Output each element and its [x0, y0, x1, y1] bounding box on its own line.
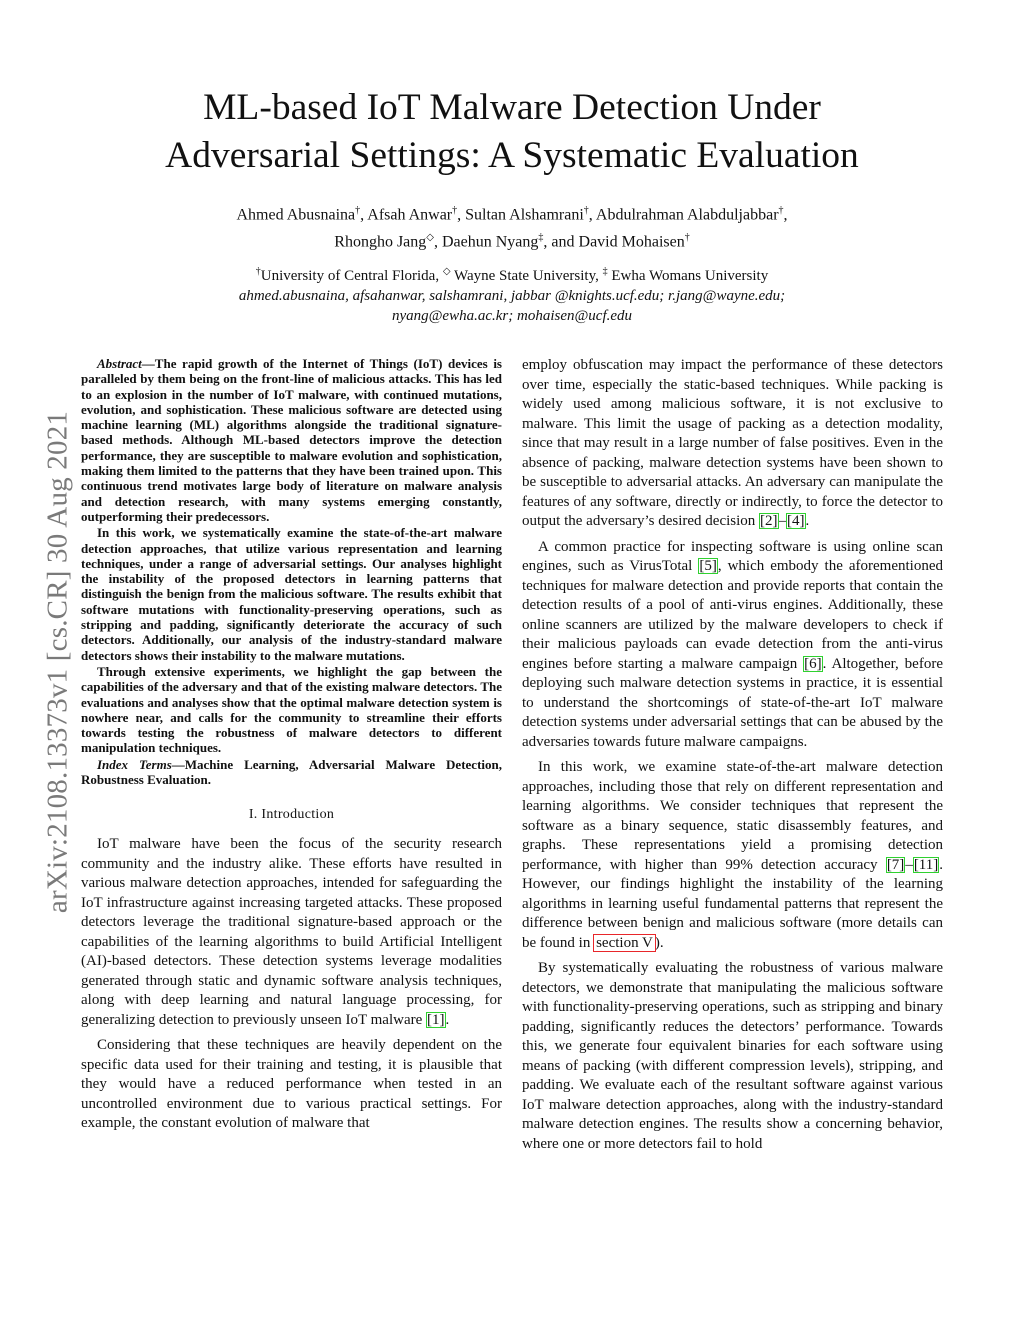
section-v-link[interactable]: section V [596, 934, 653, 951]
affiliation-mark: † [684, 232, 690, 244]
author-name: , and David Mohaisen [543, 233, 685, 251]
arxiv-identifier: arXiv:2108.13373v1 [cs.CR] 30 Aug 2021 [41, 410, 74, 914]
right-column [522, 356, 943, 1160]
author-list [80, 199, 944, 254]
affiliations [80, 262, 944, 326]
abstract-text: —The rapid growth of the Internet of Things (IoT) devices is paralleled by them being on the front-line of malicious attacks. This has led to an explosion in the number of IoT malware, with continued mutations, evolution, and sophistication. These malicious software are detected using machine learning (ML) algorithms alongside the traditional signature-based methods. Although ML-based detectors improve the detection performance, they are susceptible to malware evolution and sophistication, making them limited to the patterns that they have been trained upon. This continuous trend motivates large body of literature on malware analysis and detection research, with many systems emerging constantly, outperforming their predecessors. [81, 356, 502, 524]
left-column [81, 356, 502, 1140]
body-paragraph-continued: employ obfuscation may impact the performance of these detectors over time, especially the static-based techniques. While packing is widely used among malicious software, it is not exclusive to malware. This limit the usage of packing as a detection modality, since that may result in a large number of false positives. Even in the absence of packing, malware detection systems have been shown to be susceptible to adversarial attacks. An adversary can manipulate the features of any software, directly or indirectly, to force the detector to output the adversary’s desired decision [2]–[4]. [522, 357, 943, 529]
intro-paragraph-2: Considering that these techniques are heavily dependent on the specific data used for their training and testing, it is plausible that they would have a reduced performance when tested in an uncontrolled environment due to various practical settings. For example, the constant evolution of malware that [81, 1037, 502, 1132]
email-line-2: nyang@ewha.ac.kr; mohaisen@ucf.edu [391, 308, 633, 324]
author-line-2 [80, 226, 944, 253]
paper-title [80, 84, 944, 180]
citation-link-5[interactable]: [5] [699, 558, 717, 574]
affiliation-mark: † [355, 205, 361, 216]
citation-link-6[interactable]: [6] [804, 655, 822, 672]
affiliation-mark: † [778, 205, 784, 216]
abstract [81, 356, 502, 787]
index-terms [81, 757, 502, 788]
abstract-label: Abstract [97, 356, 142, 371]
affiliation-ewha: Ewha Womans University [607, 268, 769, 284]
citation-link-2[interactable]: [2] [760, 513, 778, 529]
affiliation-mark: ‡ [538, 232, 544, 244]
affiliation-mark: † [583, 205, 589, 216]
abstract-paragraph-3: Through extensive experiments, we highlight the gap between the capabilities of the adversary and that of the existing malware detectors. The evaluations and analyses show that the optimal malware detection system is nowhere near, and calls for the community to streamline their efforts towards testing the robustness of malware detectors to different manipulation techniques. [81, 663, 502, 756]
introduction-text [81, 835, 502, 1134]
author-name: Ahmed Abusnaina [236, 206, 356, 224]
body-paragraph-evaluating: By systematically evaluating the robustness of various malware detectors, we demonstrate that manipulating the malicious software with functionality-preserving operations, such as stripping and binary padding, significantly reduces the detectors’ performance. Towards this, we generate four equivalent binaries for each software using means of packing (with different compression levels), stripping, and padding. We evaluate each of the resultant software against various IoT malware detection approaches, along with the industry-standard malware detection engines. The results show a concerning behavior, where one or more detectors fail to hold [522, 960, 943, 1152]
affiliation-mark: † [255, 266, 261, 277]
affiliation-ucf: University of Central Florida, [260, 268, 443, 284]
author-name: , Daehun Nyang [433, 233, 539, 251]
author-name: Rhongho Jang [334, 233, 427, 251]
affiliation-mark: ‡ [602, 266, 608, 277]
title-line-2: Adversarial Settings: A Systematic Evaluation [165, 135, 859, 176]
citation-link-7[interactable]: [7] [886, 856, 905, 873]
body-paragraph-this-work: In this work, we examine state-of-the-art malware detection approaches, including those that rely on different representation and learning algorithms. We consider techniques that represent the software as a binary sequence, static disassembly features, and graphs. These representations yield a promising detection performance, with higher than 99% detection accuracy [7]–[11]. However, our findings highlight the instability of the learning algorithms in learning useful fundamental patterns that represent the difference between benign and malicious software (more details can be found in section V ). [522, 759, 943, 951]
index-terms-label: Index Terms [97, 756, 172, 772]
author-name: , Sultan Alshamrani [457, 206, 584, 224]
email-line-1: ahmed.abusnaina, afsahanwar, salshamrani, jabbar @knights.ucf.edu; r.jang@wayne.edu; [238, 288, 786, 304]
author-name: , Afsah Anwar [360, 206, 453, 224]
affiliation-line [80, 262, 944, 286]
affiliation-wayne: Wayne State University, [450, 268, 603, 284]
citation-link-11[interactable]: [11] [913, 856, 939, 873]
affiliation-mark: ◇ [442, 266, 451, 277]
author-line-1: Ahmed Abusnaina†, Afsah Anwar†, Sultan Alshamrani†, Abdulrahman Alabduljabbar†, [236, 205, 788, 224]
affiliation-mark: ◇ [426, 232, 434, 244]
title-line-1: ML-based IoT Malware Detection Under [203, 87, 821, 128]
intro-paragraph-1: IoT malware have been the focus of the security research community and the industry alike. These efforts have resulted in various malware detection approaches, intended for safeguarding the IoT infrastructure against increasing targeted attacks. These proposed detectors leverage the traditional signature-based approach or the capabilities of the learning algorithms to build Artificial Intelligent (AI)-based detectors. These detection systems leverage modalities generated through static and dynamic software analysis techniques, along with deep learning and natural language processing, for generalizing detection to previously unseen IoT malware [1]. [81, 836, 502, 1028]
affiliation-mark: † [452, 205, 458, 216]
citation-link-1[interactable]: [1] [427, 1011, 445, 1028]
abstract-paragraph-2: In this work, we systematically examine the state-of-the-art malware detection approaches, that utilize various representation and learning techniques, under a range of adversarial settings. Our analyses highlight the instability of the proposed detectors in learning patterns that distinguish the benign from the malicious software. The results exhibit that software mutations with functionality-preserving operations, such as stripping and padding, significantly deteriorate the accuracy of such detectors. Additionally, our analysis of the industry-standard malware detectors shows their instability to the malware mutations. [81, 525, 502, 663]
section-heading-introduction: I. Introduction [248, 807, 335, 823]
index-terms-text: —Machine Learning, Adversarial Malware Detection, Robustness Evaluation. [81, 756, 502, 788]
citation-link-4[interactable]: [4] [787, 513, 805, 529]
body-paragraph-virustotal: A common practice for inspecting software is using online scan engines, such as VirusTotal [5], which embody the aforementioned techniques for malware detection and provide reports that contain the detection results of a pool of anti-virus engines. Additionally, these online scanners are utilized by the malware developers to check if their malicious payloads can evade detection from the anti-virus engines before starting a malware campaign [6]. Altogether, before deploying such malware detection systems in practice, it is essential to understand the shortcomings of state-of-the-art IoT malware detection systems under adversarial settings that can be abused by the adversaries towards future malware campaigns. [522, 538, 943, 750]
abstract-paragraph-1 [81, 356, 502, 524]
author-name: , Abdulrahman Alabduljabbar [588, 206, 779, 224]
